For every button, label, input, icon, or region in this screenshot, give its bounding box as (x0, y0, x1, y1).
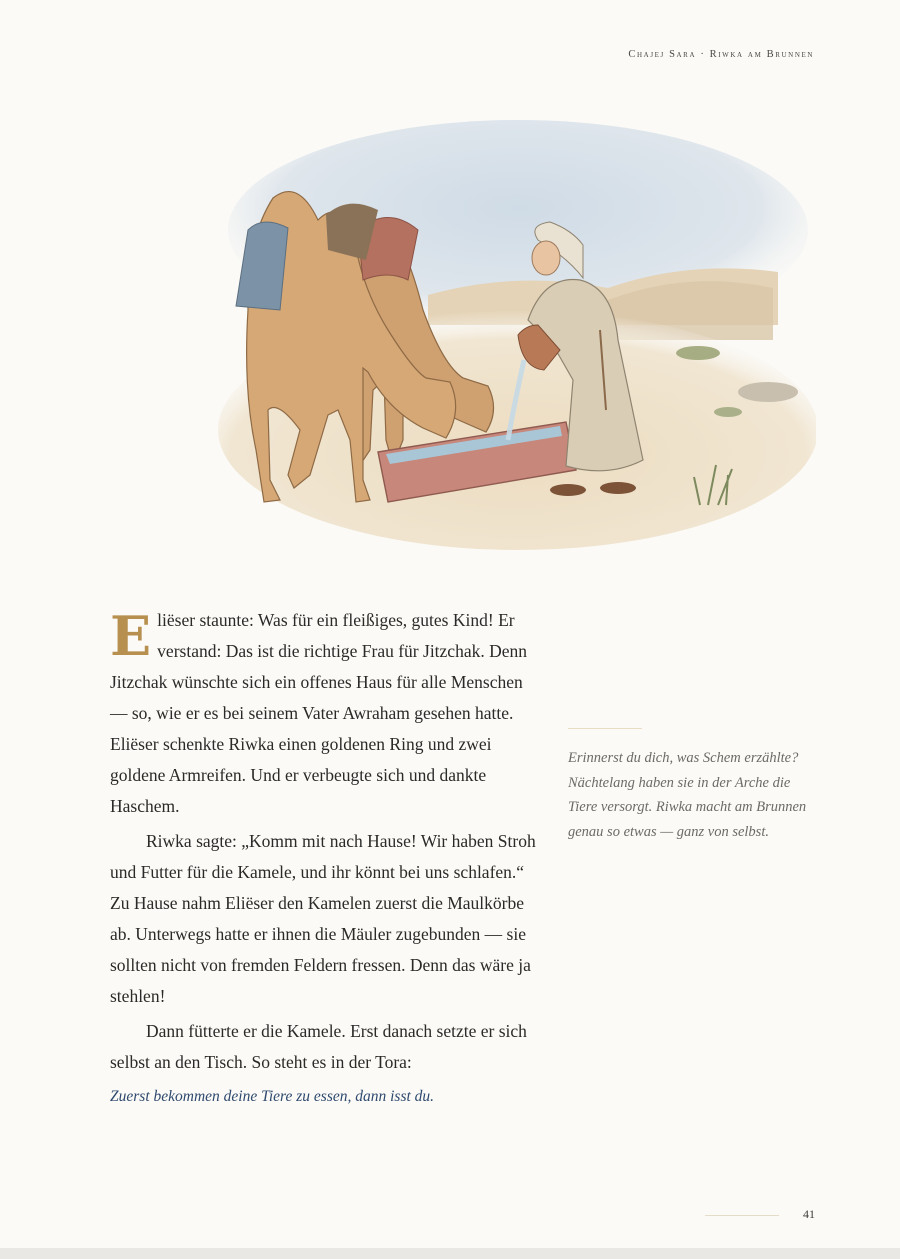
drop-cap: E (110, 604, 152, 668)
sidenote: Erinnerst du dich, was Schem erzählte? Nächtelang haben sie in der Arche die Tiere versorgt. Riwka macht am Brunnen genau so etwas — ganz von selbst. (568, 750, 807, 840)
paragraph-1 (110, 605, 540, 822)
paragraph-1-text: liëser staunte: Was für ein fleißiges, gutes Kind! Er verstand: Das ist die richtige Frau für Jitzchak. Denn Jitzchak wünschte sich ein offenes Haus für alle Menschen — so, wie er es bei seinem Vater Awraham gesehen hatte. Eliëser schenkte Riwka einen goldenen Ring und zwei goldene Armreifen. Und er verbeugte sich und dankte Haschem. (110, 610, 527, 816)
bottom-scroll-bar (0, 1248, 900, 1259)
paragraph-3: Dann fütterte er die Kamele. Erst danach setzte er sich selbst an den Tisch. So steht es in der Tora: (110, 1021, 527, 1072)
running-head: Chajej Sara · Riwka am Brunnen (628, 49, 814, 60)
camels-at-trough-illustration (188, 110, 816, 557)
sidenote-divider (568, 728, 642, 729)
main-text (110, 605, 540, 1078)
tora-quote: Zuerst bekommen deine Tiere zu essen, dann isst du. (110, 1088, 435, 1105)
footer-divider (705, 1215, 779, 1216)
paragraph-2: Riwka sagte: „Komm mit nach Hause! Wir haben Stroh und Futter für die Kamele, und ihr könnt bei uns schlafen.“ Zu Hause nahm Eliëser den Kamelen zuerst die Maulkörbe ab. Unterwegs hatte er ihnen die Mäuler zugebunden — sie sollten nicht von fremden Feldern fressen. Denn das wäre ja stehlen! (110, 831, 536, 1006)
page-number: 41 (803, 1207, 815, 1221)
